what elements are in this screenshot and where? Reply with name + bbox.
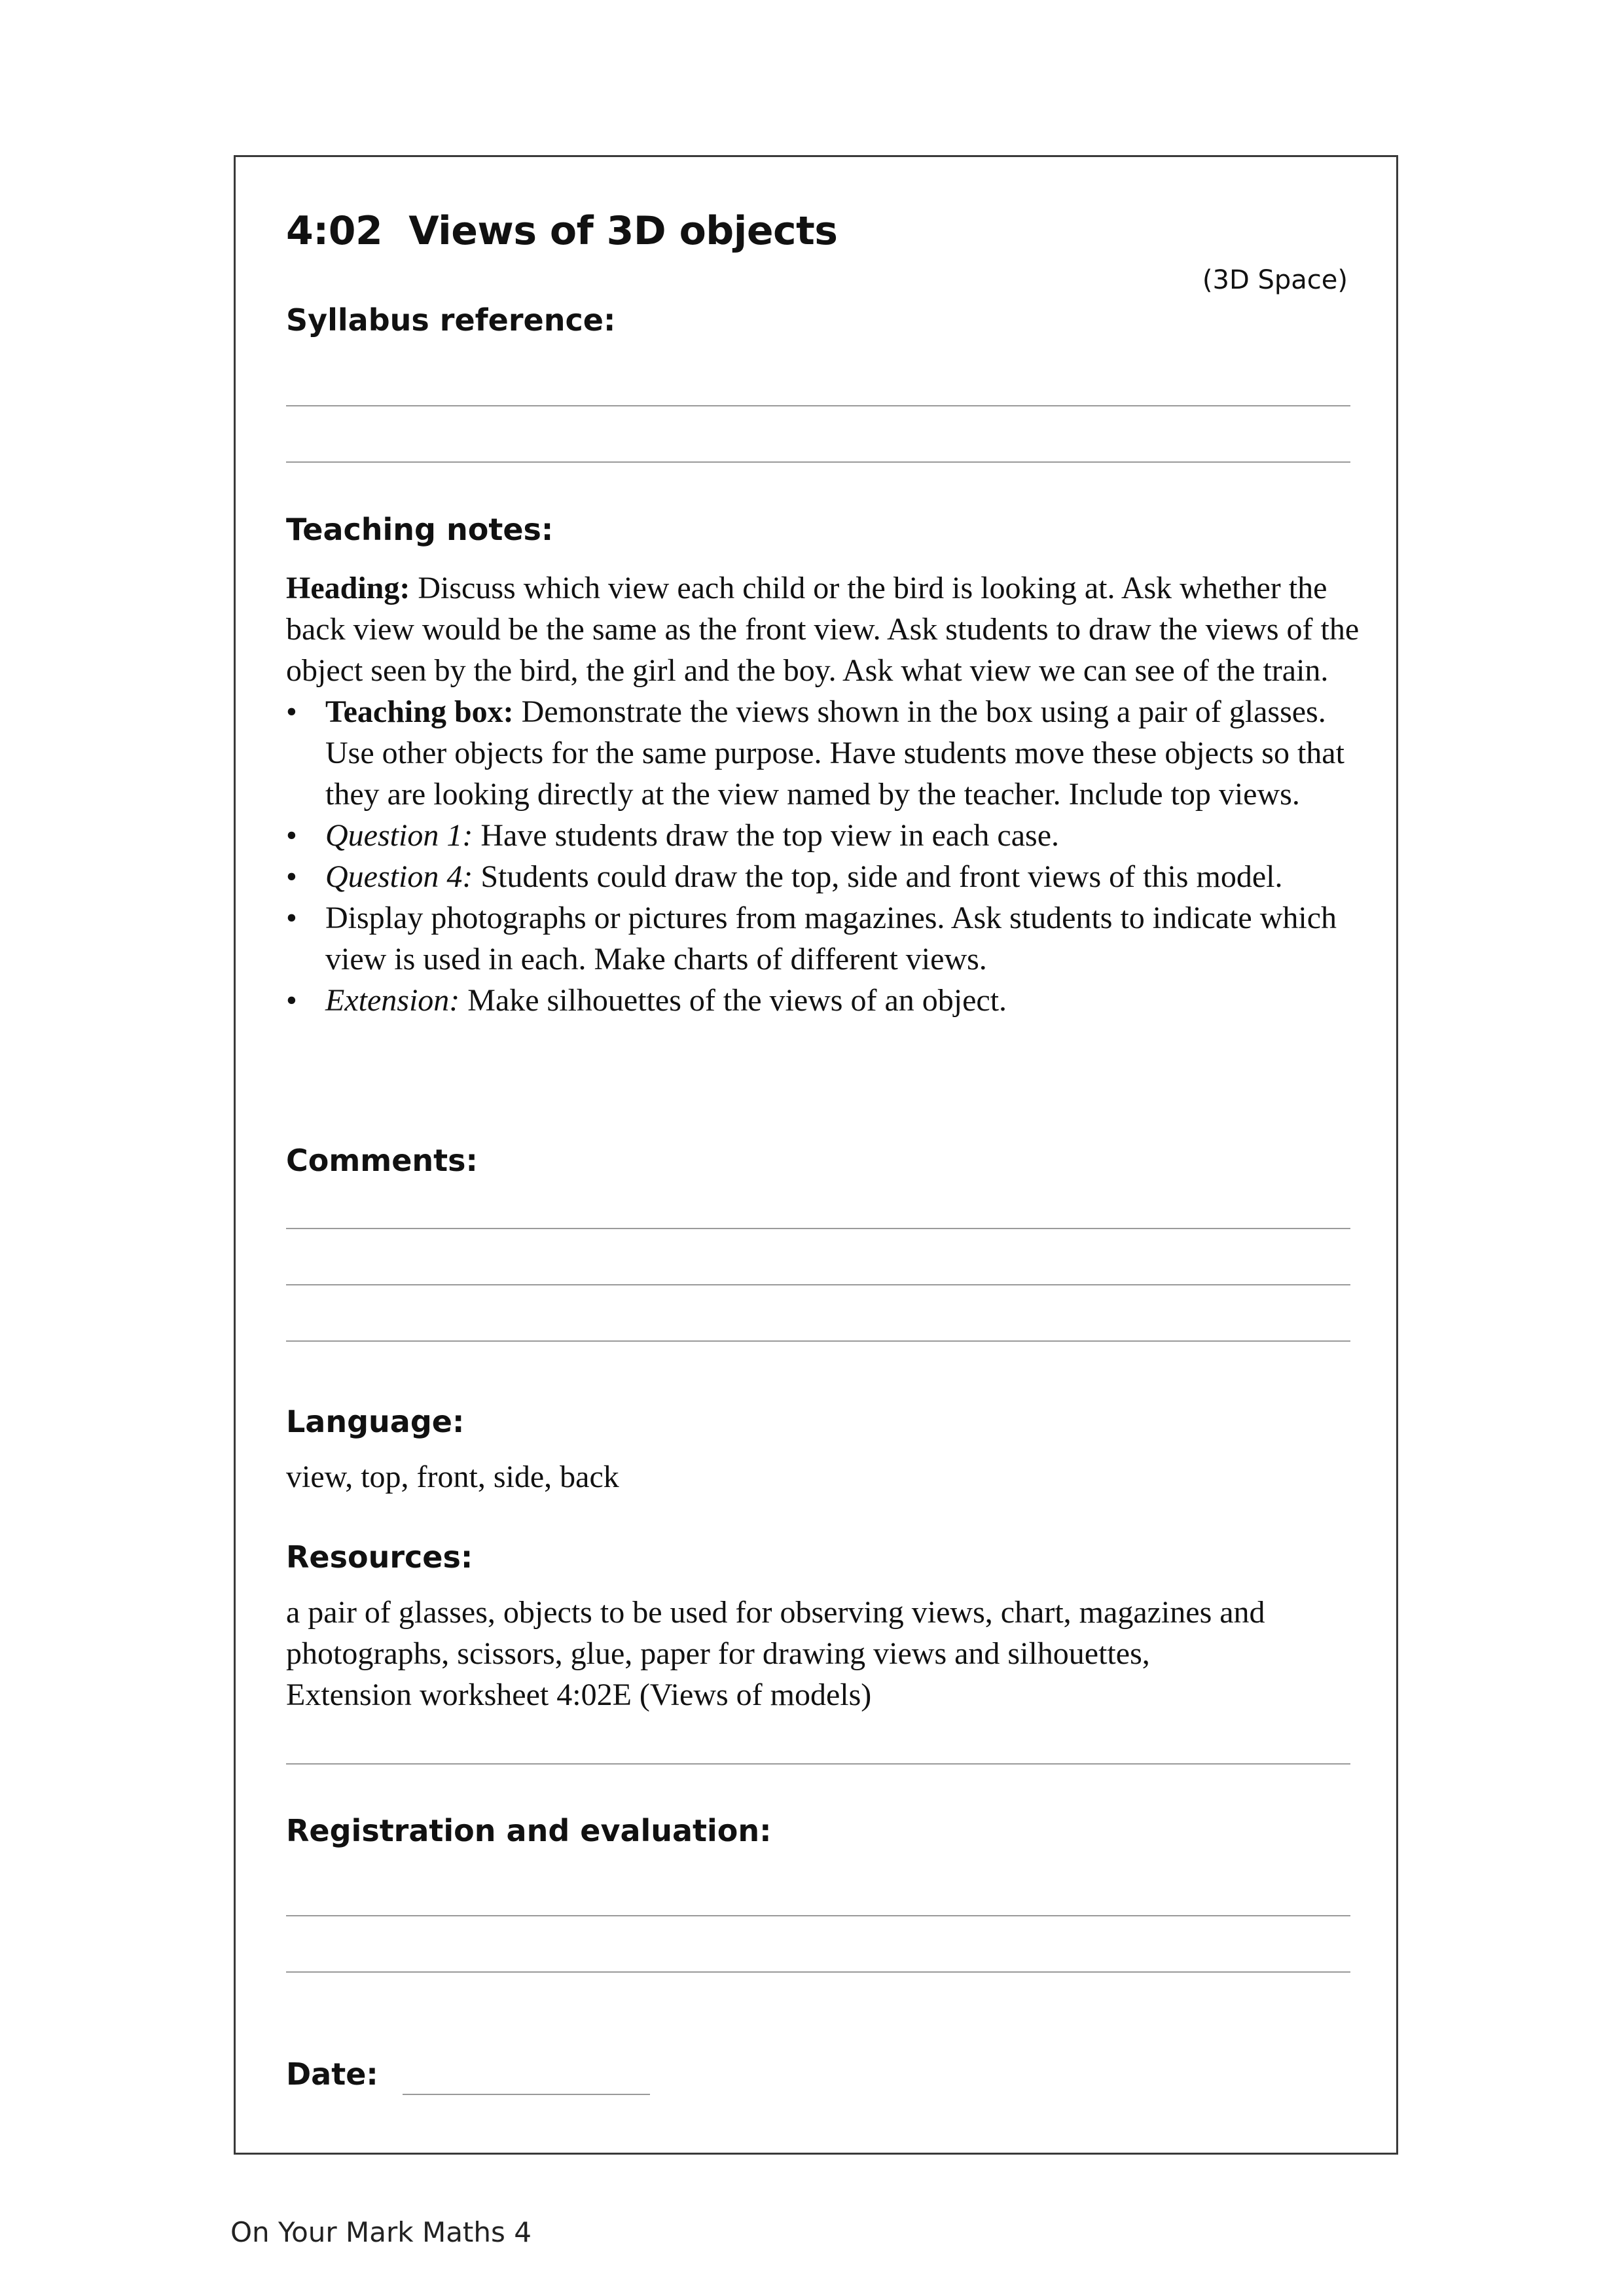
comments-line-2[interactable] xyxy=(286,1284,1350,1285)
extension-label: Extension: xyxy=(325,983,460,1018)
resources-line: a pair of glasses, objects to be used for observing views, chart, magazines and xyxy=(286,1595,1265,1630)
heading-note-label: Heading: xyxy=(286,571,410,605)
date-label: Date: xyxy=(286,2056,378,2092)
registration-line-1[interactable] xyxy=(286,1915,1350,1916)
teaching-bullet-list xyxy=(286,691,1360,1021)
list-item-text: Students could draw the top, side and front views of this model. xyxy=(473,859,1283,894)
registration-heading: Registration and evaluation: xyxy=(286,1813,772,1848)
date-field[interactable] xyxy=(403,2094,650,2095)
comments-line-1[interactable] xyxy=(286,1228,1350,1229)
resources-heading: Resources: xyxy=(286,1539,473,1575)
list-item xyxy=(286,897,1360,980)
question-1-label: Question 1: xyxy=(325,818,473,853)
list-item-text: Make silhouettes of the views of an object. xyxy=(460,983,1007,1018)
resources-line: photographs, scissors, glue, paper for drawing views and silhouettes, xyxy=(286,1636,1150,1671)
list-item-text: Display photographs or pictures from magazines. Ask students to indicate which view is used in each. Make charts of different views. xyxy=(325,901,1337,977)
language-text: view, top, front, side, back xyxy=(286,1460,619,1494)
bullet-icon: • xyxy=(286,983,297,1018)
bullet-icon: • xyxy=(286,859,297,894)
resources-text xyxy=(286,1592,1360,1715)
language-heading: Language: xyxy=(286,1404,465,1439)
teaching-notes-heading: Teaching notes: xyxy=(286,512,554,547)
bullet-icon: • xyxy=(286,901,297,935)
list-item xyxy=(286,856,1360,897)
question-4-label: Question 4: xyxy=(325,859,473,894)
bullet-icon: • xyxy=(286,818,297,853)
syllabus-line-2[interactable] xyxy=(286,461,1350,463)
section-title: Views of 3D objects xyxy=(408,208,838,254)
list-item xyxy=(286,691,1360,815)
heading-note xyxy=(286,567,1360,691)
teaching-notes-body xyxy=(286,567,1360,1021)
syllabus-heading: Syllabus reference: xyxy=(286,302,616,338)
bullet-icon: • xyxy=(286,694,297,729)
page-title xyxy=(286,208,837,254)
comments-line-3[interactable] xyxy=(286,1340,1350,1342)
heading-note-text: Discuss which view each child or the bird is looking at. Ask whether the back view would be the same as the front view. Ask students to draw the views of the object seen by the bird, the girl and the boy. Ask what view we can see of the train. xyxy=(286,571,1360,688)
resources-line: Extension worksheet 4:02E (Views of models) xyxy=(286,1677,872,1712)
teaching-box-label: Teaching box: xyxy=(325,694,514,729)
list-item-text: Have students draw the top view in each case. xyxy=(473,818,1059,853)
category-label: (3D Space) xyxy=(1202,265,1348,295)
registration-line-2[interactable] xyxy=(286,1971,1350,1973)
footer-text: On Your Mark Maths 4 xyxy=(230,2216,532,2248)
list-item xyxy=(286,815,1360,856)
resources-line-rule[interactable] xyxy=(286,1763,1350,1765)
section-number: 4:02 xyxy=(286,208,383,254)
comments-heading: Comments: xyxy=(286,1143,478,1178)
list-item-text: Demonstrate the views shown in the box using a pair of glasses. Use other objects for the same purpose. Have students move these objects so that they are looking directly at the view named by the teacher. Include top views. xyxy=(325,694,1344,812)
syllabus-line-1[interactable] xyxy=(286,405,1350,406)
list-item xyxy=(286,980,1360,1021)
